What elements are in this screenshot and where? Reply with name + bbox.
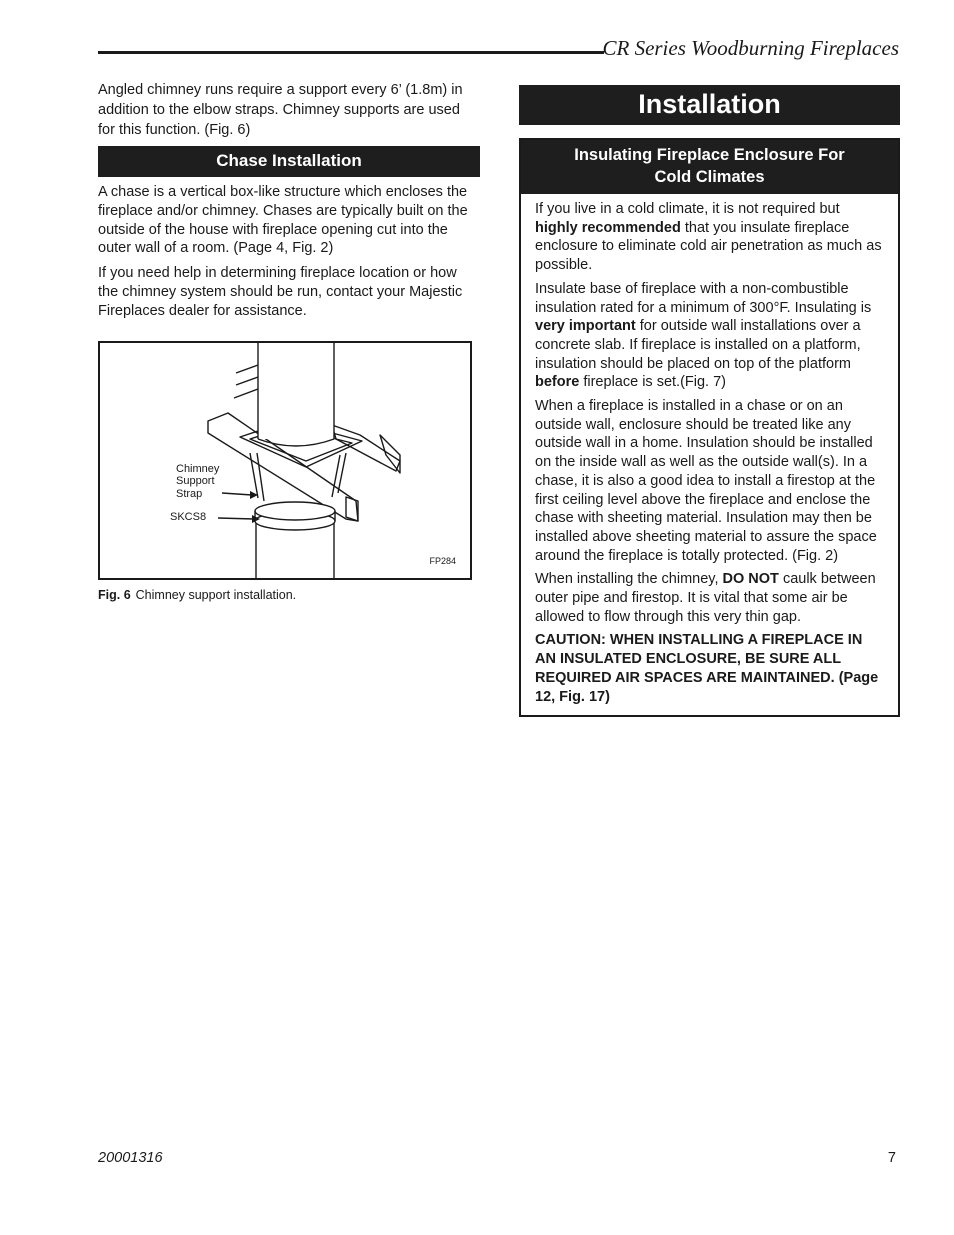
figure-caption-number: Fig. 6	[98, 587, 131, 602]
header-rule	[98, 51, 604, 54]
figure-label-skcs8: SKCS8	[170, 510, 207, 523]
chase-paragraph-2: If you need help in determining fireplace location or how the chimney system should be run, contact your Majestic Fireplaces dealer for assistance.	[98, 265, 463, 319]
chase-installation-heading: Chase Installation	[98, 146, 480, 177]
insulating-enclosure-heading	[521, 140, 898, 194]
insulating-paragraph-3: When a fireplace is installed in a chase or on an outside wall, enclosure should be treated like any outside wall in a home. Insulation should be installed on the inside wall as well as the outside wall(s). In a chase, it is also a good idea to install a firestop at the first ceiling level above the fireplace and enclose the chase with sheeting material. Insulation may then be installed above sheeting material to assure the space around the fireplace is totally protected. (Fig. 2)	[535, 398, 877, 564]
insulating-paragraph-4: When installing the chimney, DO NOT caulk between outer pipe and firestop. It is vital that some air be allowed to flow through this very thin gap.	[535, 571, 876, 625]
running-header-title: CR Series Woodburning Fireplaces	[602, 36, 899, 60]
insulating-heading-line-1: Insulating Fireplace Enclosure For	[574, 146, 845, 164]
insulating-enclosure-box	[519, 138, 900, 717]
intro-paragraph: Angled chimney runs require a support every 6’ (1.8m) in addition to the elbow straps. Chimney supports are used for this function. (Fig. 6)	[98, 82, 463, 138]
document-number: 20001316	[98, 1150, 163, 1166]
figure-label-strap: Strap	[176, 487, 203, 500]
right-column	[519, 85, 900, 717]
insulating-paragraph-1: If you live in a cold climate, it is not required but highly recommended that you insulate fireplace enclosure to eliminate cold air penetration as much as possible.	[535, 201, 882, 274]
figure-code: FP284	[429, 555, 456, 566]
figure-caption-text: Chimney support installation.	[135, 587, 297, 602]
chimney-support-illustration	[100, 343, 470, 578]
chimney-support-figure	[98, 341, 472, 580]
installation-banner: Installation	[519, 85, 900, 125]
caution-notice: CAUTION: WHEN INSTALLING A FIREPLACE IN AN INSULATED ENCLOSURE, BE SURE ALL REQUIRED AIR SPACES ARE MAINTAINED. (Page 12, Fig. 17)	[535, 632, 879, 705]
figure-label-support: Support	[176, 475, 215, 488]
figure-label-chimney: Chimney	[176, 462, 220, 475]
insulating-heading-line-2: Cold Climates	[654, 167, 765, 186]
chase-paragraph-1: A chase is a vertical box-like structure which encloses the fireplace and/or chimney. Chases are typically built on the outside of the house with fireplace opening cut into the outer wall of a room. (Page 4, Fig. 2)	[98, 184, 468, 257]
page-number: 7	[887, 1150, 896, 1166]
insulating-paragraph-2: Insulate base of fireplace with a non-combustible insulation rated for a minimum of 300°F. Insulating is very important for outside wall installations over a concrete slab. If fireplace is installed on a platform, insulation should be placed on top of the platform before fireplace is set.(Fig. 7)	[535, 280, 872, 391]
figure-caption	[98, 588, 480, 602]
left-column	[98, 80, 480, 602]
insulating-enclosure-body	[521, 194, 898, 715]
